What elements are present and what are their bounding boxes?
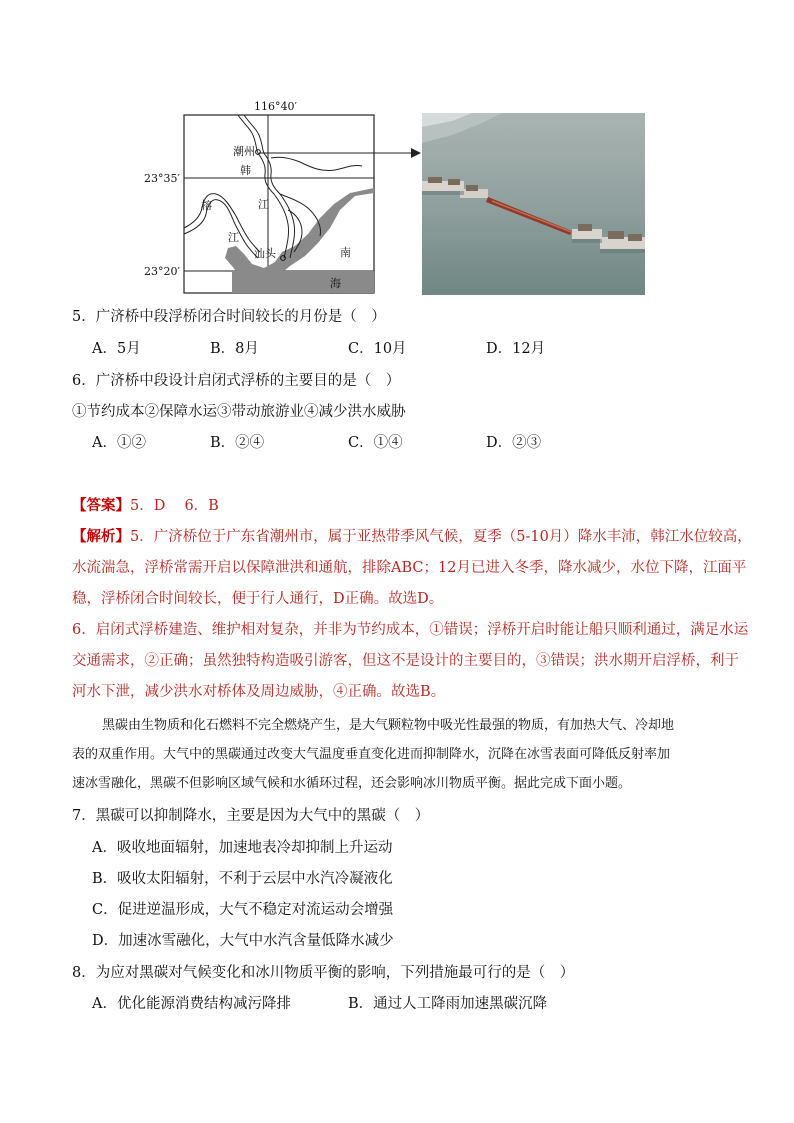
q8-option-b[interactable]: B．通过人工降雨加速黑碳沉降 xyxy=(348,996,548,1012)
map-label-sea-2: 海 xyxy=(330,277,341,290)
map-label-han-2: 江 xyxy=(258,198,269,211)
q7-option-d[interactable]: D．加速冰雪融化，大气中水汽含量低降水减少 xyxy=(92,933,394,949)
map-label-sea-1: 南 xyxy=(340,246,351,259)
q7-option-b[interactable]: B．吸收太阳辐射，不利于云层中水汽冷凝液化 xyxy=(92,871,393,887)
analysis-line-6: 河水下泄，减少洪水对桥体及周边威胁，④正确。故选B。 xyxy=(72,684,446,700)
q7-option-a[interactable]: A．吸收地面辐射，加速地表冷却抑制上升运动 xyxy=(92,840,393,856)
bridge-photo xyxy=(422,113,645,295)
map-figure xyxy=(140,98,430,298)
analysis-line-1 xyxy=(72,527,752,547)
analysis-text-1: 5．广济桥位于广东省潮州市，属于亚热带季风气候，夏季（5-10月）降水丰沛，韩江水位较高， xyxy=(130,529,752,545)
analysis-tag: 【解析】 xyxy=(72,528,130,545)
q7-stem: 7．黑碳可以抑制降水，主要是因为大气中的黑碳（ ） xyxy=(72,808,430,824)
passage-line-1: 黑碳由生物质和化石燃料不完全燃烧产生，是大气颗粒物中吸光性最强的物质，有加热大气、冷却地 xyxy=(102,718,675,733)
q8-stem: 8．为应对黑碳对气候变化和冰川物质平衡的影响，下列措施最可行的是（ ） xyxy=(72,965,575,981)
map-label-han-1: 韩 xyxy=(240,164,251,177)
map-lat-bottom: 23°20′ xyxy=(144,265,180,278)
q5-option-c[interactable]: C．10月 xyxy=(348,341,407,357)
map-label-rong-1: 榕 xyxy=(201,199,212,212)
q6-option-b[interactable]: B．②④ xyxy=(210,435,265,451)
passage-line-3: 速冰雪融化，黑碳不但影响区域气候和水循环过程，还会影响冰川物质平衡。据此完成下面小题。 xyxy=(72,776,632,791)
q6-option-a[interactable]: A．①② xyxy=(92,435,146,451)
analysis-line-4: 6．启闭式浮桥建造、维护相对复杂，并非为节约成本，①错误；浮桥开启时能让船只顺利通过，满足水运 xyxy=(72,622,749,638)
q5-option-b[interactable]: B．8月 xyxy=(210,341,259,357)
answer-line xyxy=(72,496,219,516)
analysis-line-5: 交通需求，②正确；虽然独特构造吸引游客，但这不是设计的主要目的，③错误；洪水期开启浮桥，利于 xyxy=(72,653,739,669)
q5-option-d[interactable]: D．12月 xyxy=(486,341,546,357)
map-label-shantou: 汕头 xyxy=(254,247,276,260)
analysis-line-3: 稳，浮桥闭合时间较长，便于行人通行，D正确。故选D。 xyxy=(72,591,444,607)
map-lat-top: 23°35′ xyxy=(144,172,180,185)
map-label-rong-2: 江 xyxy=(228,231,239,244)
q8-option-a[interactable]: A．优化能源消费结构减污降排 xyxy=(92,996,291,1012)
q6-stem: 6．广济桥中段设计启闭式浮桥的主要目的是（ ） xyxy=(72,373,401,389)
q6-option-c[interactable]: C．①④ xyxy=(348,435,403,451)
answer-tag: 【答案】 xyxy=(72,497,130,514)
map-lon-label: 116°40′ xyxy=(254,100,297,113)
map-label-chaozhou: 潮州 xyxy=(233,145,255,158)
q5-stem: 5．广济桥中段浮桥闭合时间较长的月份是（ ） xyxy=(72,309,386,325)
answer-text: 5．D 6．B xyxy=(130,498,219,514)
q6-option-d[interactable]: D．②③ xyxy=(486,435,542,451)
analysis-line-2: 水流湍急，浮桥常需开启以保障泄洪和通航，排除ABC；12月已进入冬季，降水减少，水位下降，江面平 xyxy=(72,560,747,576)
q6-items: ①节约成本②保障水运③带动旅游业④减少洪水威胁 xyxy=(72,404,406,420)
q5-option-a[interactable]: A．5月 xyxy=(92,341,141,357)
q7-option-c[interactable]: C．促进逆温形成，大气不稳定对流运动会增强 xyxy=(92,902,394,918)
pointer-arrow xyxy=(255,145,425,161)
passage-line-2: 表的双重作用。大气中的黑碳通过改变大气温度垂直变化进而抑制降水，沉降在冰雪表面可降低反射率加 xyxy=(72,747,671,762)
